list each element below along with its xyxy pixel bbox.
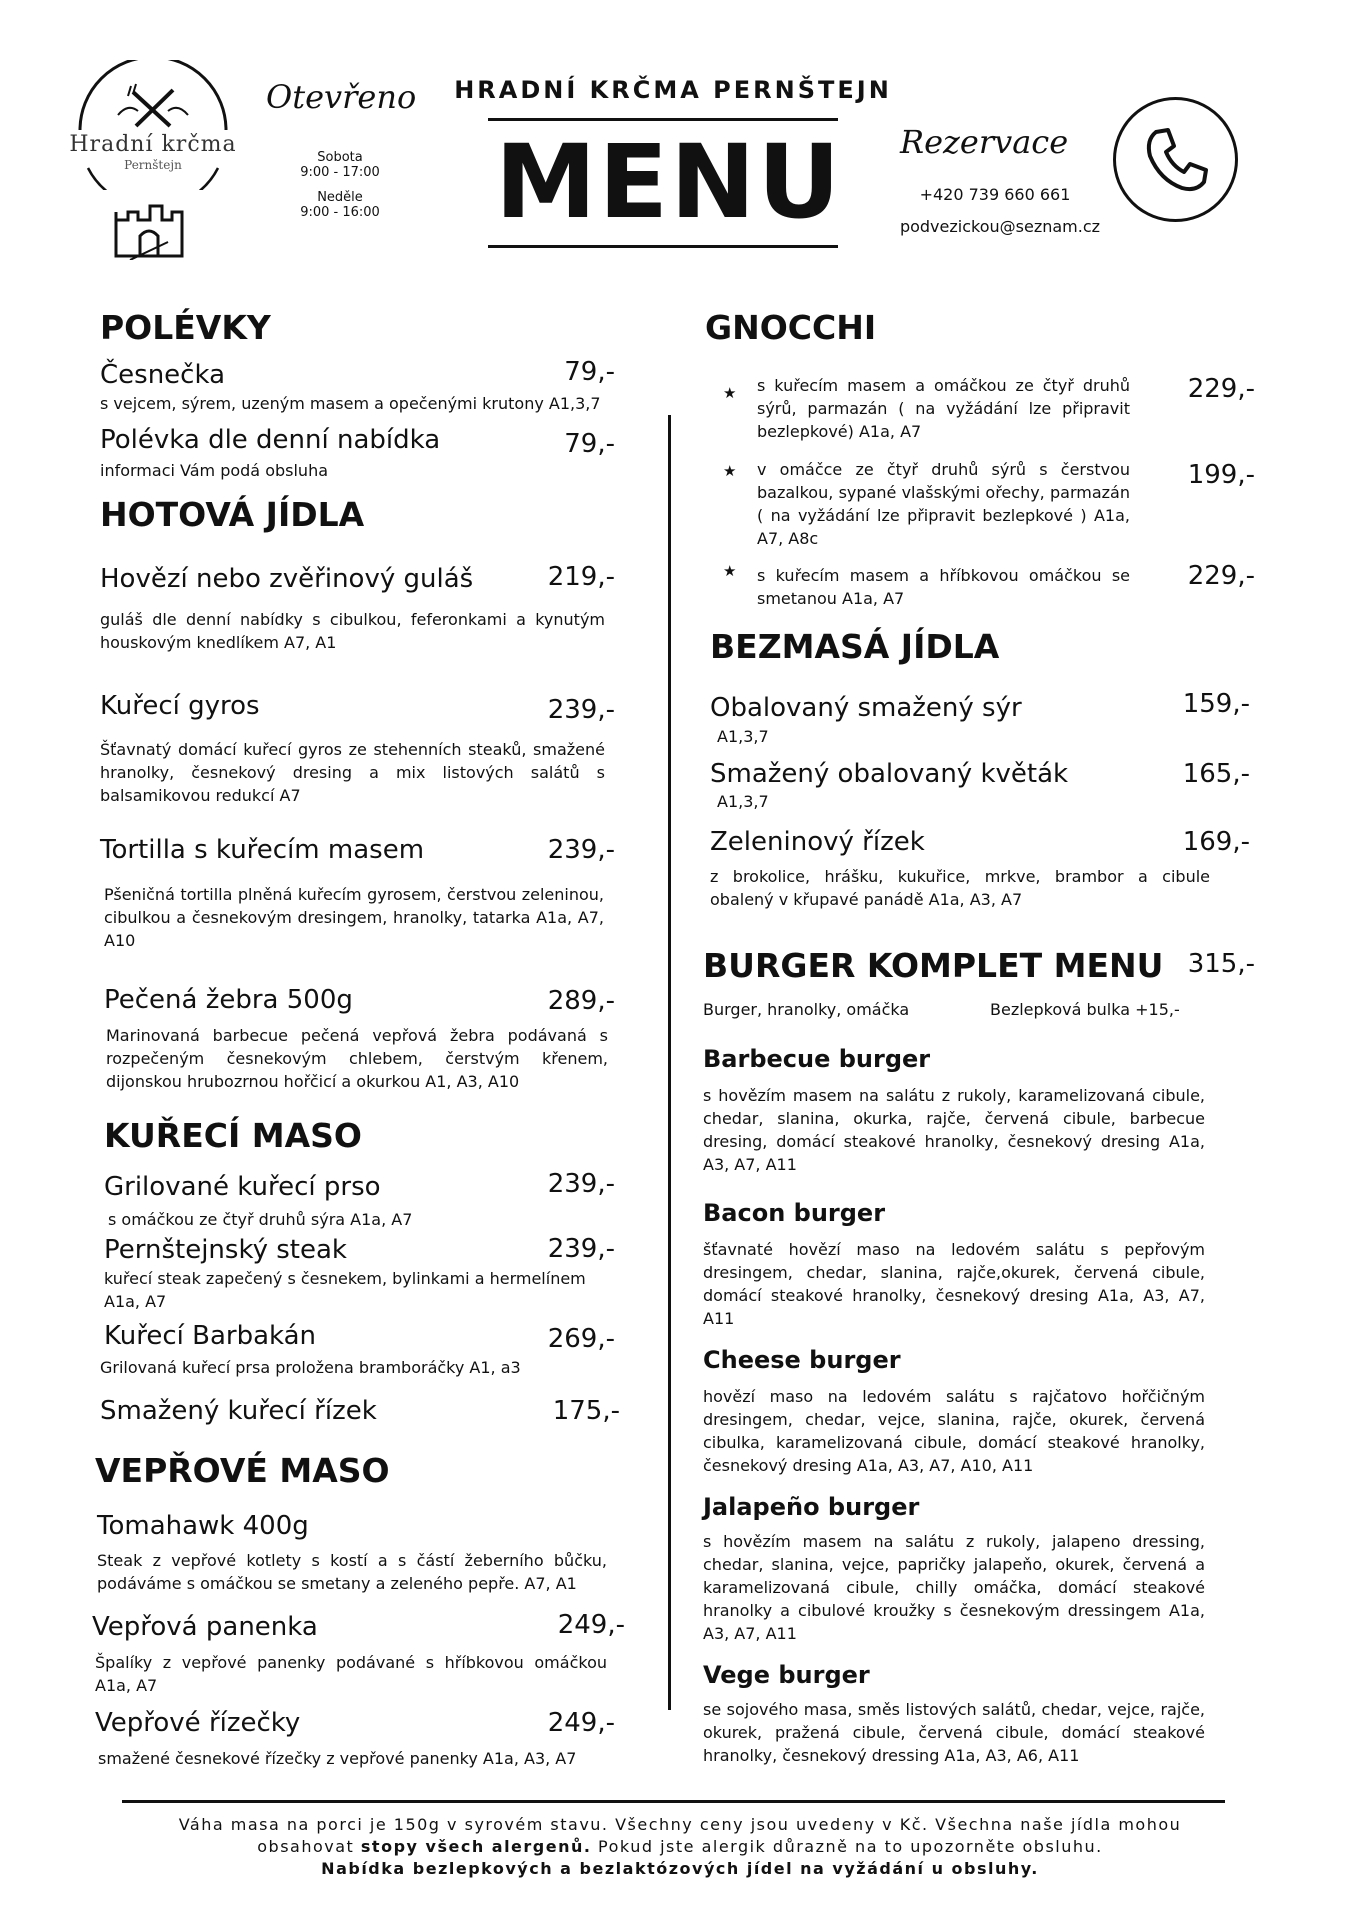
- dish-description: Pšeničná tortilla plněná kuřecím gyrosem, čerstvou zeleninou, cibulkou a česnekovým dresingem, hranolky, tatarka A1a, A7, A10: [104, 885, 604, 950]
- burger-name: Vege burger: [703, 1661, 870, 1689]
- reservation-label: Rezervace: [900, 123, 1069, 161]
- dish-name: Tomahawk 400g: [97, 1511, 309, 1541]
- section-title-bezmasa-jidla: BEZMASÁ JÍDLA: [710, 627, 1000, 666]
- dish-description: kuřecí steak zapečený s česnekem, bylinkami a hermelínem A1a, A7: [104, 1269, 586, 1311]
- footer-allergen-warning: stopy všech alergenů.: [360, 1837, 592, 1856]
- dish-price: 219,-: [547, 562, 615, 592]
- dish-price: 229,-: [1187, 374, 1255, 404]
- section-title-burger-komplet: BURGER KOMPLET MENU: [703, 946, 1164, 985]
- star-icon: ★: [723, 384, 737, 402]
- dish-price: 165,-: [1182, 759, 1250, 789]
- footer-line: Váha masa na porci je 150g v syrovém stavu. Všechny ceny jsou uvedeny v Kč. Všechna naše jídla mohou: [178, 1815, 1182, 1834]
- dish-description: Špalíky z vepřové panenky podávané s hříbkovou omáčkou A1a, A7: [95, 1653, 607, 1695]
- dish-name: Hovězí nebo zvěřinový guláš: [100, 564, 474, 594]
- dish-price: 239,-: [547, 695, 615, 725]
- logo: [58, 60, 248, 190]
- burger-description: šťavnaté hovězí maso na ledovém salátu s pepřovým dresingem, chedar, slanina, rajče,okurek, červená cibule, domácí steakové hranolky, česnekový dresing A1a, A3, A7, A11: [703, 1240, 1205, 1328]
- dish-name: Smažený obalovaný květák: [710, 759, 1069, 789]
- dish-price: 229,-: [1187, 561, 1255, 591]
- dish-description: A1,3,7: [717, 792, 769, 811]
- dish-price: 249,-: [547, 1708, 615, 1738]
- dish-price: 175,-: [552, 1396, 620, 1426]
- opening-hours: [280, 150, 400, 220]
- dish-price: 269,-: [547, 1324, 615, 1354]
- open-label: Otevřeno: [266, 78, 417, 116]
- hours-day: Neděle: [317, 190, 363, 205]
- footer-line: [140, 1836, 1220, 1858]
- phone-number[interactable]: +420 739 660 661: [919, 185, 1071, 204]
- footer-rule: [122, 1800, 1225, 1803]
- dish-price: 169,-: [1182, 827, 1250, 857]
- dish-description: guláš dle denní nabídky s cibulkou, feferonkami a kynutým houskovým knedlíkem A7, A1: [100, 610, 605, 652]
- dish-price: 249,-: [557, 1610, 625, 1640]
- dish-price: 159,-: [1182, 689, 1250, 719]
- star-icon: ★: [723, 562, 737, 580]
- dish-price: 239,-: [547, 1169, 615, 1199]
- section-title-veprove-maso: VEPŘOVÉ MASO: [95, 1451, 390, 1490]
- dish-description: Šťavnatý domácí kuřecí gyros ze stehenních steaků, smažené hranolky, česnekový dresing a mix listových salátů s balsamikovou redukcí A7: [100, 740, 605, 805]
- dish-name: Zeleninový řízek: [710, 827, 925, 857]
- burger-description: s hovězím masem na salátu z rukoly, jalapeno dressing, chedar, slanina, vejce, papričky jalapeňo, okurek, červená a karamelizovaná cibule, chilly omáčka, domácí steakové hranolky a cibulové kroužky s česnekovým dressingem A1a, A3, A7, A11: [703, 1532, 1205, 1643]
- dish-description: v omáčce ze čtyř druhů sýrů s čerstvou bazalkou, sypané vlašskými ořechy, parmazán ( na vyžádání lze připravit bezlepkové ) A1a, A7, A8c: [757, 460, 1130, 548]
- restaurant-name: HRADNÍ KRČMA PERNŠTEJN: [454, 76, 892, 104]
- dish-price: 79,-: [564, 429, 615, 459]
- hours-day: Sobota: [317, 150, 363, 165]
- burger-name: Barbecue burger: [703, 1045, 931, 1073]
- burger-description: hovězí maso na ledovém salátu s rajčatovo hořčičným dresingem, chedar, vejce, slanina, rajče, okurek, červená cibulka, karamelizovaná cibule, domácí steakové hranolky, česnekový dresing A1a, A3, A7, A10, A11: [703, 1387, 1205, 1475]
- column-divider: [668, 415, 671, 1710]
- title-rule-top: [488, 118, 838, 121]
- burger-name: Cheese burger: [703, 1346, 901, 1374]
- dish-name: Grilované kuřecí prso: [104, 1172, 381, 1202]
- dish-name: Pečená žebra 500g: [104, 985, 353, 1015]
- burger-description: s hovězím masem na salátu z rukoly, karamelizovaná cibule, chedar, slanina, okurka, rajče, červená cibule, barbecue dresing, domácí steakové hranolky, česnekový dresing A1a, A3, A7, A11: [703, 1086, 1205, 1174]
- dish-description: z brokolice, hrášku, kukuřice, mrkve, brambor a cibule obalený v křupavé panádě A1a, A3, A7: [710, 867, 1210, 909]
- dish-name: Vepřová panenka: [92, 1612, 318, 1642]
- section-title-kureci-maso: KUŘECÍ MASO: [104, 1116, 362, 1155]
- dish-price: 199,-: [1187, 460, 1255, 490]
- dish-name: Kuřecí gyros: [100, 691, 260, 721]
- dish-price: 239,-: [547, 1234, 615, 1264]
- section-title-gnocchi: GNOCCHI: [705, 308, 877, 347]
- dish-price: 289,-: [547, 986, 615, 1016]
- burger-menu-price: 315,-: [1187, 949, 1255, 979]
- page-title: MENU: [495, 123, 843, 242]
- dish-name: Vepřové řízečky: [95, 1708, 301, 1738]
- footer-text: Pokud jste alergik důrazně na to upozorněte obsluhu.: [591, 1837, 1103, 1856]
- star-icon: ★: [723, 462, 737, 480]
- dish-description: smažené česnekové řízečky z vepřové panenky A1a, A3, A7: [98, 1749, 577, 1768]
- dish-description: s kuřecím masem a hříbkovou omáčkou se smetanou A1a, A7: [757, 566, 1130, 608]
- footer-note: [140, 1814, 1220, 1880]
- logo-name: Hradní krčma: [69, 132, 237, 157]
- castle-icon: [110, 198, 188, 260]
- dish-price: 239,-: [547, 835, 615, 865]
- dish-price: 79,-: [564, 357, 615, 387]
- dish-description: Steak z vepřové kotlety s kostí a s částí žeberního bůčku, podáváme s omáčkou se smetany a zeleného pepře. A7, A1: [97, 1551, 607, 1593]
- dish-description: s vejcem, sýrem, uzeným masem a opečenými krutony A1,3,7: [100, 394, 601, 413]
- logo-subtitle: Pernštejn: [124, 158, 182, 172]
- burger-description: se sojového masa, směs listových salátů, chedar, vejce, rajče, okurek, pražená cibule, červená cibule, domácí steakové hranolky, česnekový dressing A1a, A3, A6, A11: [703, 1700, 1205, 1765]
- phone-button[interactable]: [1113, 97, 1238, 222]
- dish-description: A1,3,7: [717, 727, 769, 746]
- section-title-hotova-jidla: HOTOVÁ JÍDLA: [100, 495, 365, 534]
- dish-name: Česnečka: [100, 360, 225, 390]
- dish-name: Pernštejnský steak: [104, 1235, 347, 1265]
- dish-description: Marinovaná barbecue pečená vepřová žebra podávaná s rozpečeným česnekovým chlebem, čerstvým křenem, dijonskou hrubozrnou hořčicí a okurkou A1, A3, A10: [106, 1026, 608, 1091]
- dish-name: Kuřecí Barbakán: [104, 1321, 317, 1351]
- footer-line: Nabídka bezlepkových a bezlaktózových jídel na vyžádání u obsluhy.: [321, 1859, 1039, 1878]
- dish-description: informaci Vám podá obsluha: [100, 461, 329, 480]
- title-rule-bottom: [488, 245, 838, 248]
- hours-time: 9:00 - 17:00: [300, 165, 380, 180]
- hours-time: 9:00 - 16:00: [300, 205, 380, 220]
- burger-name: Bacon burger: [703, 1199, 886, 1227]
- dish-name: Obalovaný smažený sýr: [710, 693, 1022, 723]
- dish-description: s kuřecím masem a omáčkou ze čtyř druhů sýrů, parmazán ( na vyžádání lze připravit bezlepkové) A1a, A7: [757, 376, 1130, 441]
- dish-name: Tortilla s kuřecím masem: [100, 835, 425, 865]
- section-title-polevky: POLÉVKY: [100, 308, 271, 347]
- phone-icon: [1116, 100, 1235, 219]
- burger-includes: Burger, hranolky, omáčka: [703, 1000, 910, 1019]
- gluten-free-bun: Bezlepková bulka +15,-: [990, 1000, 1180, 1019]
- dish-description: Grilovaná kuřecí prsa proložena bramboráčky A1, a3: [100, 1358, 521, 1377]
- dish-name: Polévka dle denní nabídka: [100, 425, 441, 455]
- dish-name: Smažený kuřecí řízek: [100, 1396, 377, 1426]
- dish-description: s omáčkou ze čtyř druhů sýra A1a, A7: [108, 1210, 413, 1229]
- email-address[interactable]: podvezickou@seznam.cz: [899, 217, 1101, 236]
- burger-name: Jalapeño burger: [703, 1493, 920, 1521]
- footer-text: obsahovat: [257, 1837, 361, 1856]
